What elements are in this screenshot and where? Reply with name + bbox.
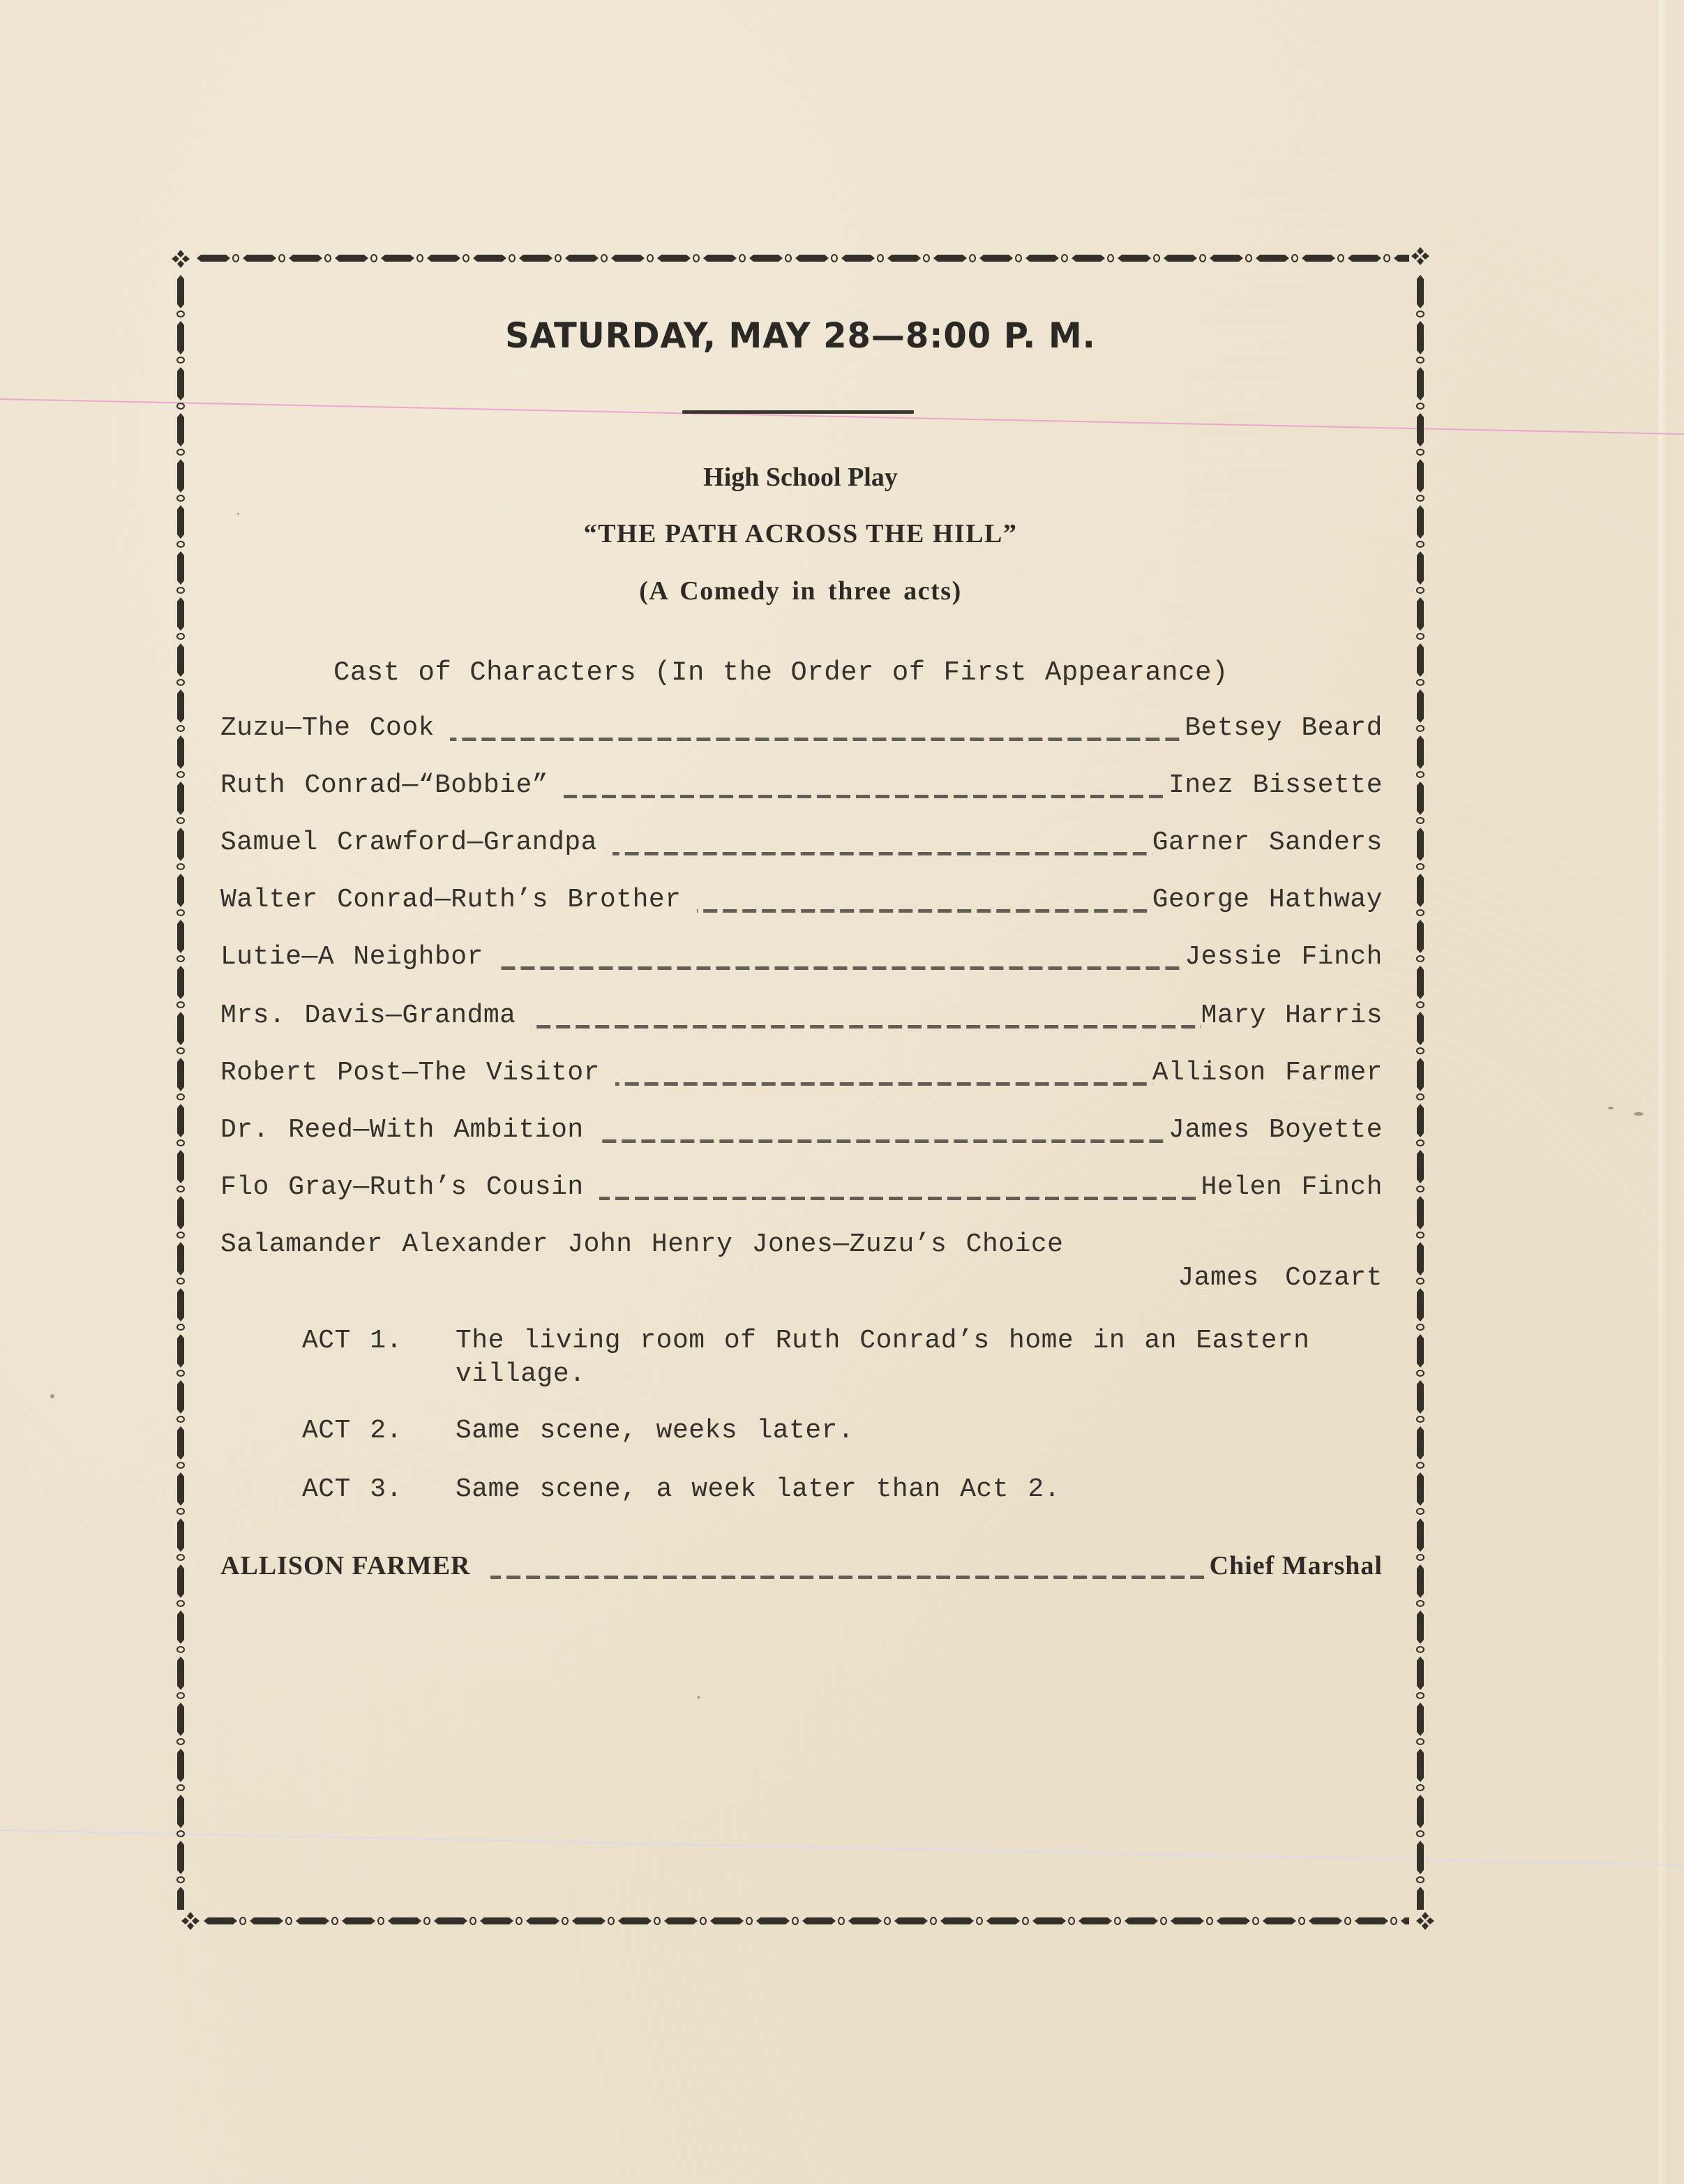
cast-actor: Betsey Beard [1185,713,1383,743]
dot-leader [599,1197,1201,1200]
dot-leader [531,1025,1201,1029]
cast-role: Dr. Reed—With Ambition [220,1115,584,1145]
cast-actor: Jessie Finch [1185,942,1383,972]
paper-speck [1608,1107,1614,1109]
cast-role: Robert Post—The Visitor [220,1058,600,1088]
cast-role: Mrs. Davis—Grandma [220,1001,516,1031]
cast-role: Samuel Crawford—Grandpa [220,828,597,858]
cast-actor: James Boyette [1168,1115,1383,1145]
corner-ornament-icon [170,248,191,269]
cast-row [220,713,1383,748]
dot-leader [697,909,1152,913]
cast-row [220,1115,1383,1150]
act-label: ACT 2. [302,1416,403,1446]
paper-speck [698,1696,700,1699]
paper-speck [1634,1112,1644,1116]
play-genre: (A Comedy in three acts) [639,576,962,606]
corner-ornament-icon [1415,1910,1436,1931]
cast-actor: Allison Farmer [1152,1058,1383,1088]
cast-row [220,1058,1383,1093]
act-description: Same scene, a week later than Act 2. [456,1474,1060,1504]
heading-divider [682,410,914,414]
marshal-title: Chief Marshal [1209,1551,1383,1580]
cast-row [220,1001,1383,1035]
corner-ornament-icon [1410,246,1431,267]
act-label: ACT 1. [302,1326,403,1356]
cast-role: Ruth Conrad—“Bobbie” [220,770,549,800]
scan-line-lavender [0,1830,1684,1866]
cast-role: Zuzu—The Cook [220,713,435,743]
cast-actor: James Cozart [1178,1263,1383,1293]
cast-role: Walter Conrad—Ruth’s Brother [220,885,682,915]
chief-marshal-row [220,1550,1383,1587]
scan-line-pink [0,398,1684,435]
cast-role: Flo Gray—Ruth’s Cousin [220,1172,584,1202]
dot-leader [615,1082,1152,1086]
paper-speck [50,1394,54,1398]
cast-row [220,942,1383,977]
dot-leader [599,1139,1168,1143]
date-heading: SATURDAY, MAY 28—8:00 P. M. [505,315,1096,356]
cast-role: Lutie—A Neighbor [220,942,483,972]
cast-actor: Inez Bissette [1168,770,1383,800]
cast-row [220,1229,1383,1264]
act-label: ACT 3. [302,1474,403,1504]
cast-actor: Mary Harris [1201,1001,1383,1031]
cast-row [220,828,1383,862]
cast-role: Salamander Alexander John Henry Jones—Zuzu’s Choice [220,1229,1064,1259]
event-subtitle: High School Play [703,463,898,492]
cast-row [220,770,1383,805]
cast-row [220,885,1383,920]
dot-leader [450,738,1185,741]
cast-actor: Helen Finch [1201,1172,1383,1202]
cast-heading: Cast of Characters (In the Order of First Appearance) [333,657,1228,688]
act-description: The living room of Ruth Conrad’s home in an Eastern village. [456,1326,1310,1389]
dot-leader [499,966,1185,970]
marshal-name: ALLISON FARMER [220,1551,471,1580]
cast-actor: George Hathway [1152,885,1383,915]
cast-row [220,1172,1383,1207]
cast-actor: Garner Sanders [1152,828,1383,858]
border-top [195,253,1409,264]
play-title: “THE PATH ACROSS THE HILL” [583,519,1018,548]
act-description: Same scene, weeks later. [456,1416,855,1446]
dot-leader [612,852,1152,855]
dot-leader [564,795,1168,798]
paper-speck [237,513,239,515]
dot-leader [490,1576,1210,1579]
border-bottom [202,1915,1409,1927]
corner-ornament-icon [180,1910,201,1931]
